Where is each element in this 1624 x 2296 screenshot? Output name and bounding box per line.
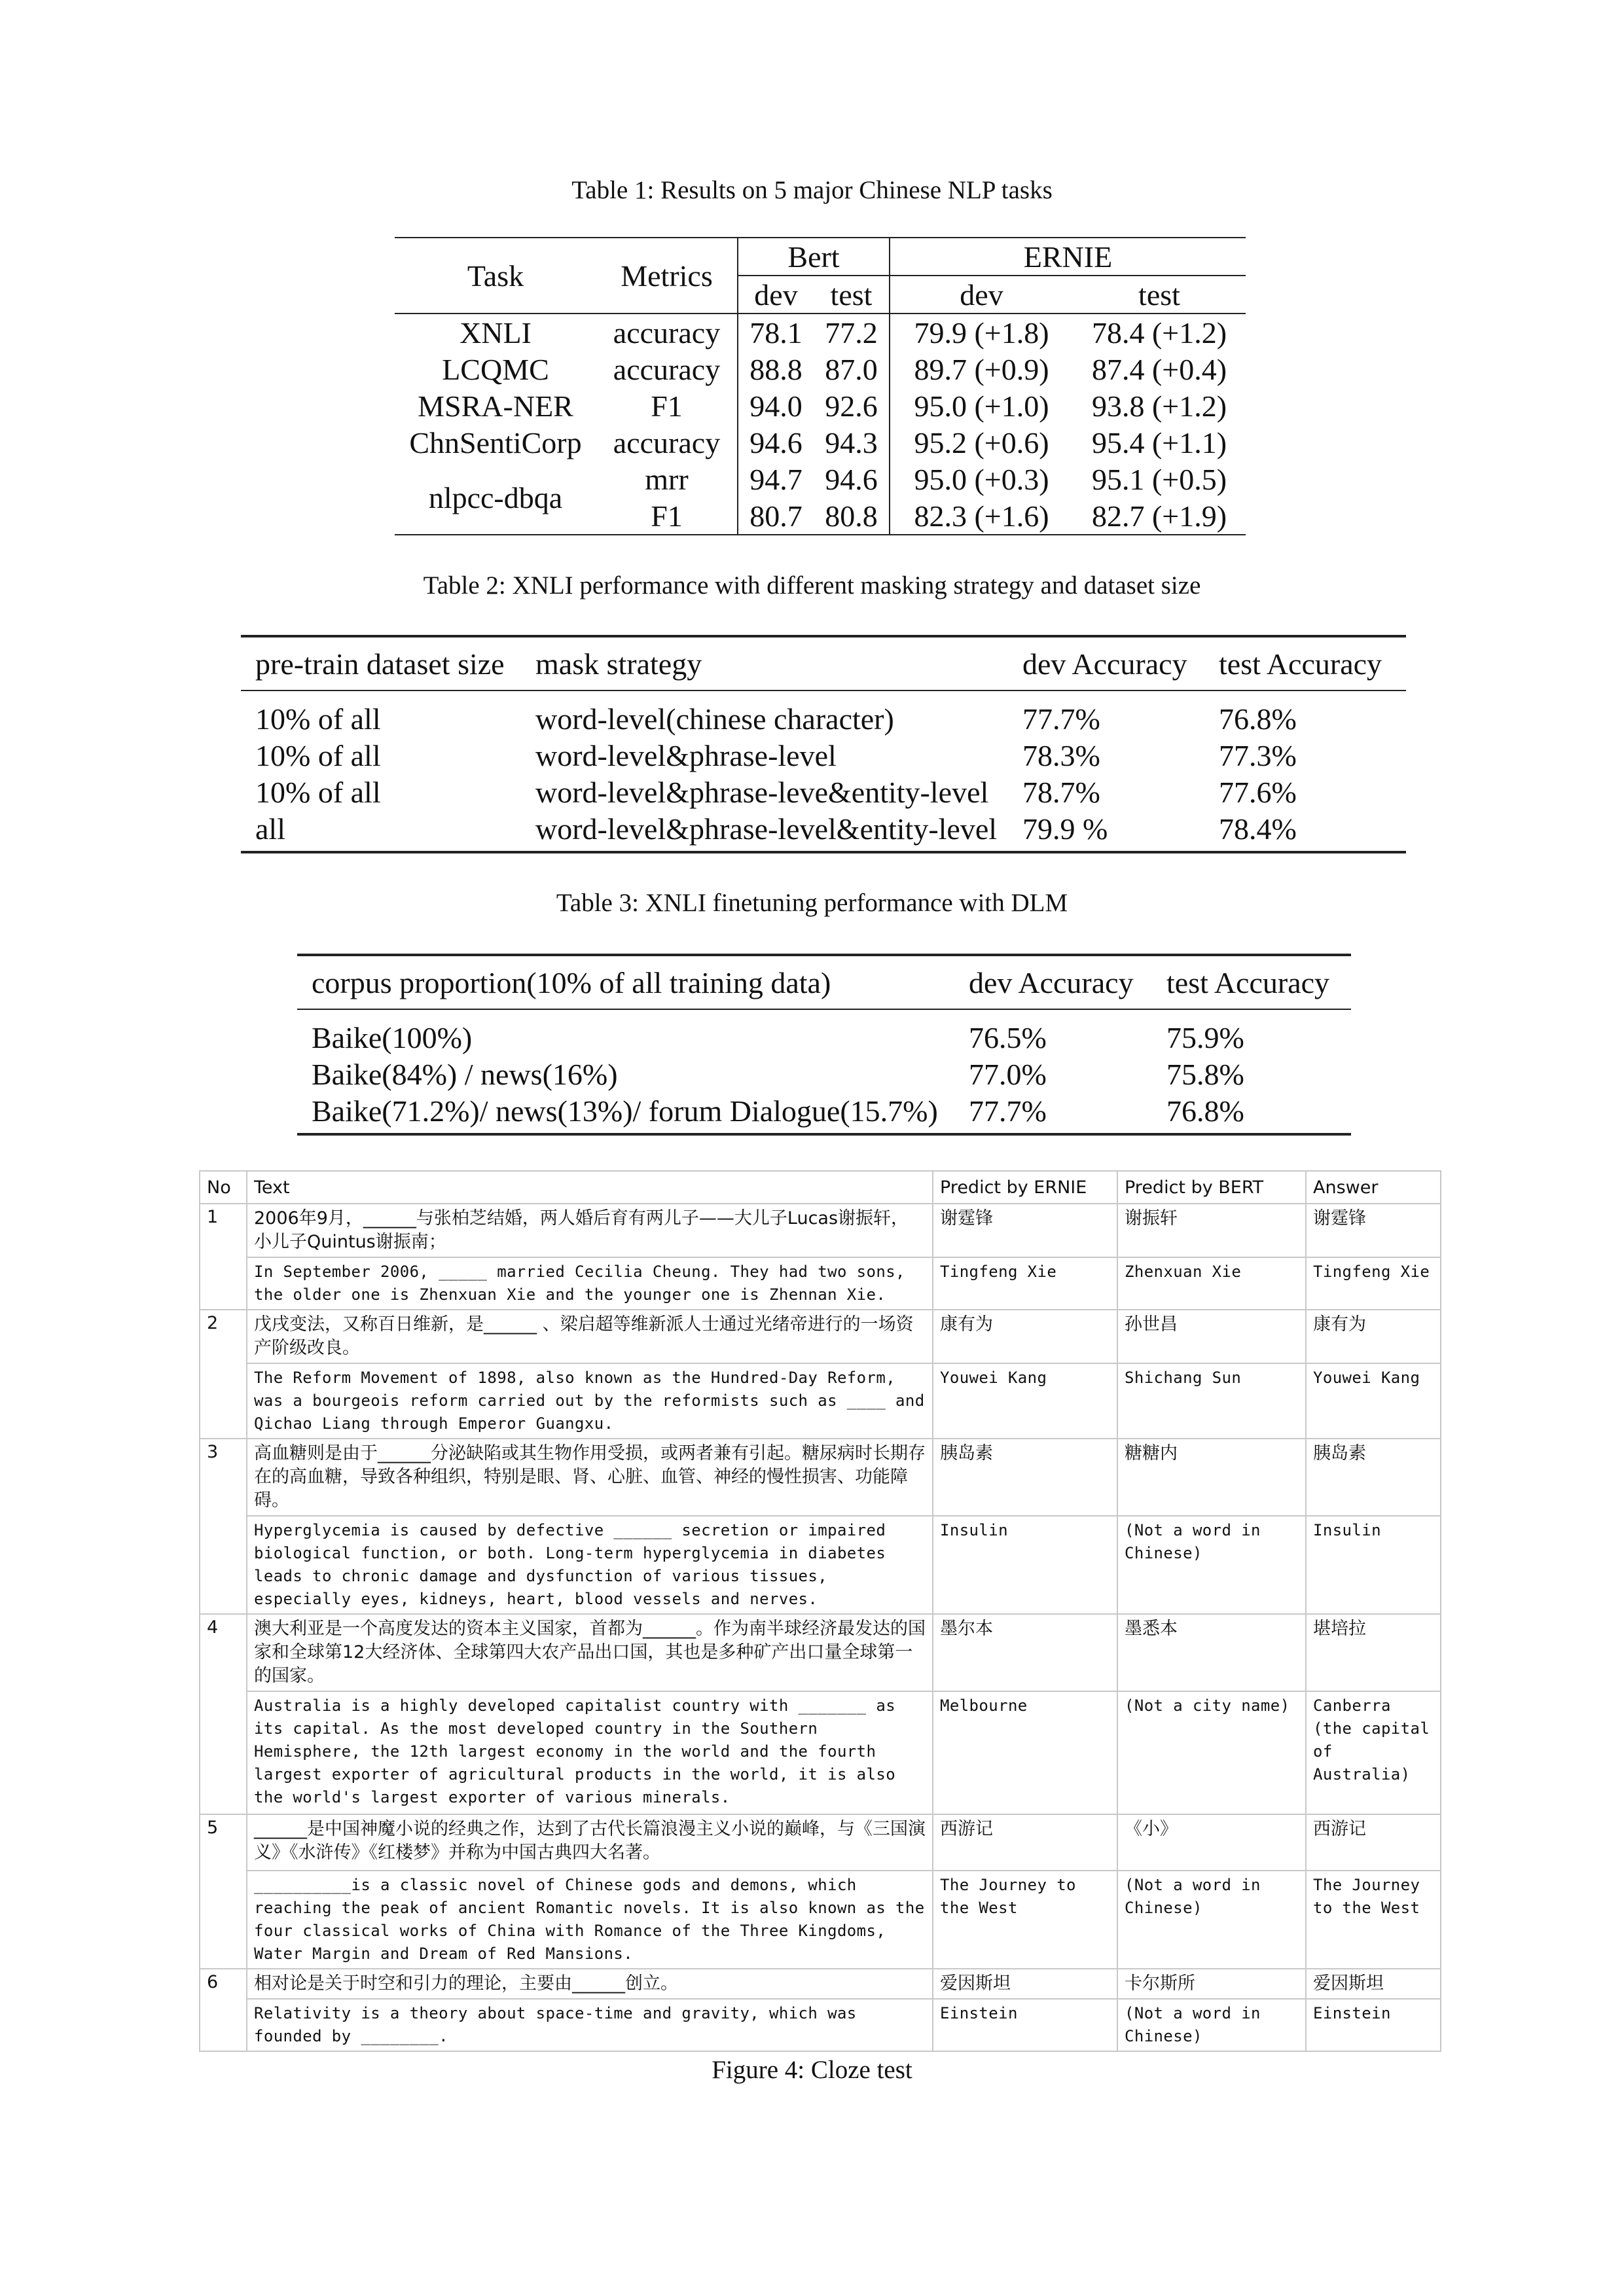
t1-bert-test: 94.6 xyxy=(825,462,878,496)
cloze-bert-zh: 谢振轩 xyxy=(1117,1204,1306,1257)
cloze-header-text: Text xyxy=(247,1171,933,1204)
t1-ernie-dev: 95.0 (+0.3) xyxy=(890,461,1073,497)
t1-header-ernie: ERNIE xyxy=(890,238,1246,276)
table1-caption: Table 1: Results on 5 major Chinese NLP tasks xyxy=(571,176,1053,204)
cloze-bert-en: (Not a word in Chinese) xyxy=(1117,1999,1306,2051)
cloze-ernie-zh: 康有为 xyxy=(933,1310,1117,1363)
t2-mask: word-level&phrase-leve&entity-level xyxy=(535,775,989,809)
t1-header-metrics: Metrics xyxy=(596,238,738,314)
t2-test: 78.4% xyxy=(1204,810,1406,852)
cloze-ernie-zh: 墨尔本 xyxy=(933,1614,1117,1691)
table3-caption: Table 3: XNLI finetuning performance with DLM xyxy=(556,889,1068,917)
t1-metric: accuracy xyxy=(613,315,721,350)
t1-ernie-test: 78.4 (+1.2) xyxy=(1091,315,1227,350)
cloze-text-en: Relativity is a theory about space-time and gravity, which was founded by ________. xyxy=(247,1999,933,2051)
cloze-bert-zh: 糖糖内 xyxy=(1117,1439,1306,1516)
table2 xyxy=(241,635,1406,853)
cloze-answer-zh: 谢霆锋 xyxy=(1306,1204,1441,1257)
cloze-ernie-zh: 西游记 xyxy=(933,1814,1117,1871)
cloze-header-no: No xyxy=(200,1171,247,1204)
cloze-table xyxy=(199,1170,1441,2052)
cloze-answer-zh: 爱因斯坦 xyxy=(1306,1969,1441,1999)
t2-size: 10% of all xyxy=(255,738,381,772)
cloze-bert-zh: 《小》 xyxy=(1117,1814,1306,1871)
t1-ernie-dev: 82.3 (+1.6) xyxy=(890,497,1073,535)
figure4-caption: Figure 4: Cloze test xyxy=(712,2056,912,2084)
t1-ernie-dev: 95.0 (+1.0) xyxy=(890,387,1073,424)
t3-dev: 77.0% xyxy=(969,1057,1047,1091)
cloze-item-number-empty xyxy=(200,1999,247,2051)
t2-size: all xyxy=(241,810,521,852)
t2-test: 76.8% xyxy=(1219,702,1297,736)
cloze-ernie-en: Insulin xyxy=(933,1516,1117,1614)
cloze-bert-zh: 墨悉本 xyxy=(1117,1614,1306,1691)
cloze-item-number-empty xyxy=(200,1871,247,1969)
cloze-text-en: In September 2006, _____ married Cecilia Cheung. They had two sons, the older one is Zhenxuan Xie and the younger one is Zhennan Xie. xyxy=(247,1257,933,1310)
cloze-text-en: Hyperglycemia is caused by defective ______ secretion or impaired biological function, or both. Long-term hyperglycemia in diabetes leads to chronic damage and dysfunction of various tissues, especially eyes, kidneys, heart, blood vessels and nerves. xyxy=(247,1516,933,1614)
table2-caption: Table 2: XNLI performance with different masking strategy and dataset size xyxy=(423,571,1201,600)
t2-header-mask: mask strategy xyxy=(521,636,1008,691)
t2-dev: 78.7% xyxy=(1022,775,1100,809)
t1-metric: accuracy xyxy=(613,425,721,459)
t1-bert-dev: 88.8 xyxy=(738,351,814,387)
cloze-text-zh: 戊戌变法，又称百日维新，是______ 、梁启超等维新派人士通过光绪帝进行的一场资产阶级改良。 xyxy=(247,1310,933,1363)
t1-bert-test: 94.3 xyxy=(825,425,878,459)
t2-size: 10% of all xyxy=(255,702,381,736)
t1-task: ChnSentiCorp xyxy=(409,425,582,459)
t1-header-ernie-dev: dev xyxy=(890,276,1073,314)
t1-task: XNLI xyxy=(460,315,532,350)
cloze-answer-en: Einstein xyxy=(1306,1999,1441,2051)
t3-header-test: test Accuracy xyxy=(1152,955,1351,1009)
t1-metric: F1 xyxy=(651,389,683,423)
cloze-text-zh: 澳大利亚是一个高度发达的资本主义国家，首都为______。作为南半球经济最发达的国家和全球第12大经济体、全球第四大农产品出口国，其也是多种矿产出口量全球第一的国家。 xyxy=(247,1614,933,1691)
t1-bert-test: 77.2 xyxy=(825,315,878,350)
cloze-item-number: 5 xyxy=(200,1814,247,1871)
t3-corpus: Baike(84%) / news(16%) xyxy=(312,1057,618,1091)
t1-ernie-test: 95.4 (+1.1) xyxy=(1091,425,1227,459)
t1-header-task: Task xyxy=(395,238,596,314)
t1-bert-dev: 94.6 xyxy=(738,424,814,461)
t1-bert-test: 87.0 xyxy=(825,352,878,386)
t2-test: 77.6% xyxy=(1219,775,1297,809)
t2-header-dev: dev Accuracy xyxy=(1008,636,1204,691)
cloze-header-bert: Predict by BERT xyxy=(1117,1171,1306,1204)
t1-metric: F1 xyxy=(596,497,738,535)
t1-bert-dev: 94.0 xyxy=(738,387,814,424)
t1-header-bert: Bert xyxy=(738,238,890,276)
cloze-text-en: __________is a classic novel of Chinese gods and demons, which reaching the peak of ancient Romantic novels. It is also known as the four classical works of China with Romance of the Three Kingdoms, Water Margin and Dream of Red Mansions. xyxy=(247,1871,933,1969)
cloze-bert-en: Zhenxuan Xie xyxy=(1117,1257,1306,1310)
t1-ernie-dev: 79.9 (+1.8) xyxy=(890,314,1073,351)
cloze-ernie-en: Tingfeng Xie xyxy=(933,1257,1117,1310)
cloze-bert-zh: 卡尔斯所 xyxy=(1117,1969,1306,1999)
cloze-item-number-empty xyxy=(200,1516,247,1614)
t2-test: 77.3% xyxy=(1219,738,1297,772)
cloze-answer-en: Youwei Kang xyxy=(1306,1363,1441,1439)
cloze-text-zh: ______是中国神魔小说的经典之作，达到了古代长篇浪漫主义小说的巅峰，与《三国演义》《水浒传》《红楼梦》并称为中国古典四大名著。 xyxy=(247,1814,933,1871)
table1 xyxy=(395,237,1246,535)
t1-ernie-dev: 95.2 (+0.6) xyxy=(890,424,1073,461)
t3-test: 75.9% xyxy=(1166,1020,1244,1054)
cloze-bert-en: (Not a word in Chinese) xyxy=(1117,1516,1306,1614)
cloze-text-zh: 2006年9月，______与张柏芝结婚，两人婚后育有两儿子——大儿子Lucas谢振轩，小儿子Quintus谢振南； xyxy=(247,1204,933,1257)
cloze-text-zh: 高血糖则是由于______分泌缺陷或其生物作用受损，或两者兼有引起。糖尿病时长期存在的高血糖，导致各种组织，特别是眼、肾、心脏、血管、神经的慢性损害、功能障碍。 xyxy=(247,1439,933,1516)
cloze-answer-en: Insulin xyxy=(1306,1516,1441,1614)
cloze-bert-en: Shichang Sun xyxy=(1117,1363,1306,1439)
cloze-ernie-en: Melbourne xyxy=(933,1691,1117,1814)
t2-header-size: pre-train dataset size xyxy=(241,636,521,691)
cloze-ernie-zh: 爱因斯坦 xyxy=(933,1969,1117,1999)
t1-ernie-test: 87.4 (+0.4) xyxy=(1091,352,1227,386)
t2-dev: 77.7% xyxy=(1022,702,1100,736)
t2-dev: 79.9 % xyxy=(1008,810,1204,852)
cloze-item-number: 1 xyxy=(200,1204,247,1257)
t3-test: 76.8% xyxy=(1152,1092,1351,1134)
cloze-item-number: 4 xyxy=(200,1614,247,1691)
t2-mask: word-level&phrase-level xyxy=(535,738,837,772)
t2-header-test: test Accuracy xyxy=(1204,636,1406,691)
t3-corpus: Baike(100%) xyxy=(312,1020,473,1054)
cloze-answer-zh: 堪培拉 xyxy=(1306,1614,1441,1691)
t1-ernie-test: 82.7 (+1.9) xyxy=(1073,497,1246,535)
cloze-item-number: 2 xyxy=(200,1310,247,1363)
t3-header-dev: dev Accuracy xyxy=(954,955,1152,1009)
t1-bert-dev: 94.7 xyxy=(738,461,814,497)
t3-test: 75.8% xyxy=(1166,1057,1244,1091)
t1-bert-test: 92.6 xyxy=(825,389,878,423)
cloze-bert-en: (Not a word in Chinese) xyxy=(1117,1871,1306,1969)
cloze-answer-zh: 康有为 xyxy=(1306,1310,1441,1363)
t1-header-bert-test: test xyxy=(814,276,890,314)
t3-dev: 77.7% xyxy=(954,1092,1152,1134)
t1-bert-dev: 78.1 xyxy=(738,314,814,351)
cloze-answer-zh: 西游记 xyxy=(1306,1814,1441,1871)
cloze-item-number-empty xyxy=(200,1691,247,1814)
cloze-answer-en: Canberra (the capital of Australia) xyxy=(1306,1691,1441,1814)
t2-mask: word-level(chinese character) xyxy=(535,702,894,736)
cloze-bert-zh: 孙世昌 xyxy=(1117,1310,1306,1363)
t1-task: MSRA-NER xyxy=(418,389,573,423)
t2-size: 10% of all xyxy=(255,775,381,809)
t1-metric: accuracy xyxy=(613,352,721,386)
cloze-answer-en: The Journey to the West xyxy=(1306,1871,1441,1969)
t2-dev: 78.3% xyxy=(1022,738,1100,772)
cloze-item-number: 3 xyxy=(200,1439,247,1516)
t1-ernie-test: 93.8 (+1.2) xyxy=(1091,389,1227,423)
t1-task: LCQMC xyxy=(442,352,549,386)
cloze-ernie-zh: 胰岛素 xyxy=(933,1439,1117,1516)
cloze-answer-zh: 胰岛素 xyxy=(1306,1439,1441,1516)
cloze-text-en: The Reform Movement of 1898, also known as the Hundred-Day Reform, was a bourgeois reform carried out by the reformists such as ____ and Qichao Liang through Emperor Guangxu. xyxy=(247,1363,933,1439)
t1-bert-dev: 80.7 xyxy=(738,497,814,535)
t1-header-bert-dev: dev xyxy=(738,276,814,314)
t3-header-corpus: corpus proportion(10% of all training data) xyxy=(297,955,954,1009)
cloze-item-number: 6 xyxy=(200,1969,247,1999)
cloze-ernie-en: Youwei Kang xyxy=(933,1363,1117,1439)
t1-header-ernie-test: test xyxy=(1073,276,1246,314)
cloze-answer-en: Tingfeng Xie xyxy=(1306,1257,1441,1310)
table3 xyxy=(297,954,1351,1136)
t3-dev: 76.5% xyxy=(969,1020,1047,1054)
t3-corpus: Baike(71.2%)/ news(13%)/ forum Dialogue(15.7%) xyxy=(297,1092,954,1134)
cloze-ernie-en: The Journey to the West xyxy=(933,1871,1117,1969)
cloze-header-answer: Answer xyxy=(1306,1171,1441,1204)
t1-ernie-dev: 89.7 (+0.9) xyxy=(890,351,1073,387)
cloze-item-number-empty xyxy=(200,1257,247,1310)
t1-bert-test: 80.8 xyxy=(814,497,890,535)
t1-task: nlpcc-dbqa xyxy=(395,461,596,535)
cloze-ernie-en: Einstein xyxy=(933,1999,1117,2051)
cloze-header-ernie: Predict by ERNIE xyxy=(933,1171,1117,1204)
cloze-item-number-empty xyxy=(200,1363,247,1439)
cloze-bert-en: (Not a city name) xyxy=(1117,1691,1306,1814)
cloze-text-en: Australia is a highly developed capitalist country with _______ as its capital. As the most developed country in the Southern Hemisphere, the 12th largest economy in the world and the fourth largest exporter of agricultural products in the world, it is also the world's largest exporter of various minerals. xyxy=(247,1691,933,1814)
t1-ernie-test: 95.1 (+0.5) xyxy=(1091,462,1227,496)
t2-mask: word-level&phrase-level&entity-level xyxy=(521,810,1008,852)
cloze-ernie-zh: 谢霆锋 xyxy=(933,1204,1117,1257)
t1-metric: mrr xyxy=(645,462,689,496)
cloze-text-zh: 相对论是关于时空和引力的理论，主要由______创立。 xyxy=(247,1969,933,1999)
